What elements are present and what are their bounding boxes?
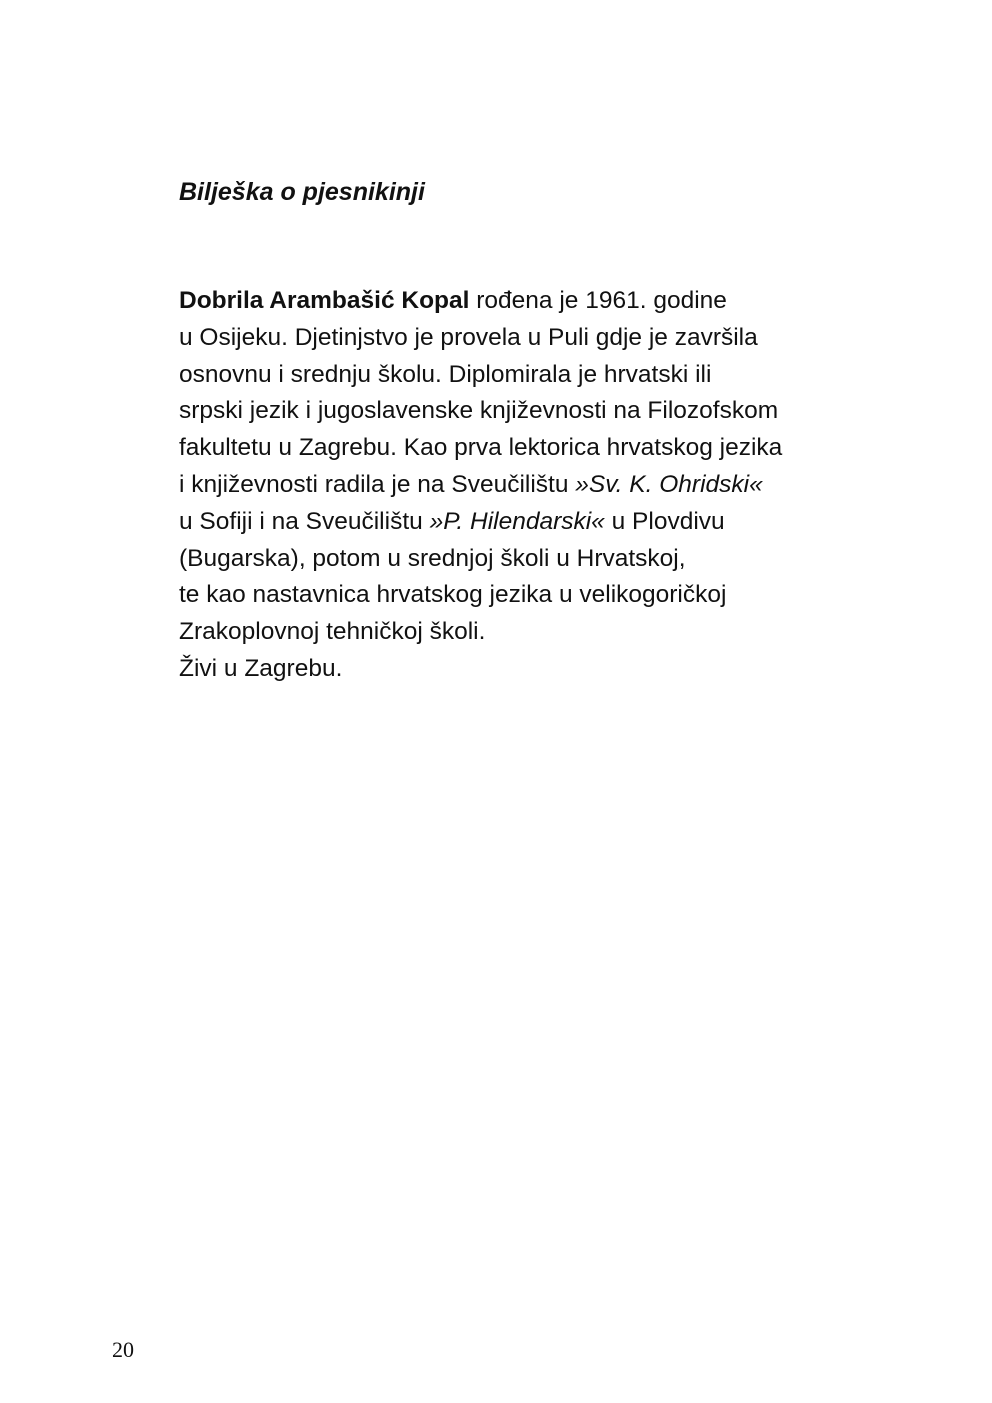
bio-line: Zrakoplovnoj tehničkoj školi. xyxy=(179,618,486,646)
university-name-plovdiv: »P. Hilendarski« xyxy=(429,507,605,535)
bio-line: te kao nastavnica hrvatskog jezika u velikogoričkoj xyxy=(179,581,727,609)
bio-line: u Osijeku. Djetinjstvo je provela u Puli gdje je završila xyxy=(179,323,758,351)
page-number: 20 xyxy=(112,1337,134,1362)
poet-name: Dobrila Arambašić Kopal xyxy=(179,287,470,314)
bio-text: u Plovdivu xyxy=(604,507,725,535)
bio-line: srpski jezik i jugoslavenske književnosti na Filozofskom xyxy=(179,397,779,425)
biography-paragraph xyxy=(179,283,899,688)
bio-line xyxy=(179,467,899,504)
bio-line: fakultetu u Zagrebu. Kao prva lektorica hrvatskog jezika xyxy=(179,434,783,462)
bio-line: Živi u Zagrebu. xyxy=(179,654,343,682)
bio-line xyxy=(179,504,899,541)
bio-text: u Sofiji i na Sveučilištu xyxy=(179,507,430,535)
bio-text: rođena je 1961. godine xyxy=(469,287,727,314)
bio-text: i književnosti radila je na Sveučilištu xyxy=(179,470,576,498)
page-heading: Bilješka o pjesnikinji xyxy=(179,178,425,206)
bio-line xyxy=(179,283,899,320)
bio-line: osnovnu i srednju školu. Diplomirala je hrvatski ili xyxy=(179,360,712,388)
university-name-sofia: »Sv. K. Ohridski« xyxy=(575,470,763,498)
bio-line: (Bugarska), potom u srednjoj školi u Hrvatskoj, xyxy=(179,544,686,572)
